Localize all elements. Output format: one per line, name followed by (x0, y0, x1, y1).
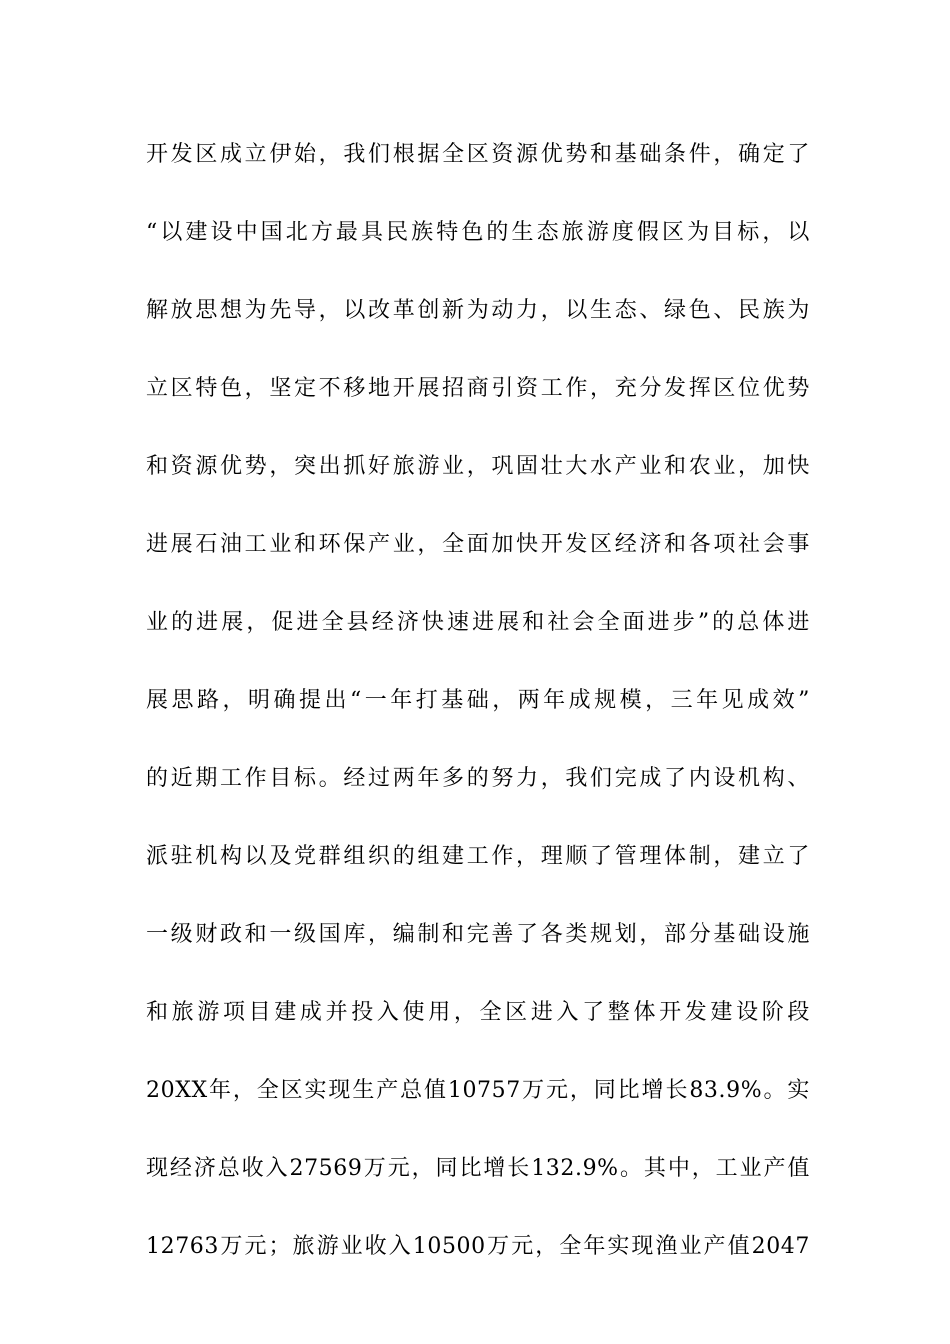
text-line: 和资源优势，突出抓好旅游业，巩固壮大水产业和农业，加快 (146, 454, 810, 479)
text-line: 20XX年，全区实现生产总值10757万元，同比增长83.9%。实 (146, 1078, 810, 1103)
text-line: 的近期工作目标。经过两年多的努力，我们完成了内设机构、 (146, 766, 810, 791)
text-line: 展思路，明确提出“一年打基础，两年成规模，三年见成效” (146, 688, 810, 713)
text-line: “以建设中国北方最具民族特色的生态旅游度假区为目标，以 (146, 220, 810, 245)
text-line: 进展石油工业和环保产业，全面加快开发区经济和各项社会事 (146, 532, 810, 557)
text-line: 开发区成立伊始，我们根据全区资源优势和基础条件，确定了 (146, 142, 810, 167)
text-line: 12763万元；旅游业收入10500万元，全年实现渔业产值2047 (146, 1234, 810, 1259)
text-line: 和旅游项目建成并投入使用，全区进入了整体开发建设阶段 (146, 1000, 810, 1025)
text-line: 现经济总收入27569万元，同比增长132.9%。其中，工业产值 (146, 1156, 810, 1181)
text-line: 派驻机构以及党群组织的组建工作，理顺了管理体制，建立了 (146, 844, 810, 869)
text-line: 一级财政和一级国库，编制和完善了各类规划，部分基础设施 (146, 922, 810, 947)
body-text (146, 129, 810, 1299)
text-line: 业的进展，促进全县经济快速进展和社会全面进步”的总体进 (146, 610, 810, 635)
text-line: 立区特色，坚定不移地开展招商引资工作，充分发挥区位优势 (146, 376, 810, 401)
text-line: 解放思想为先导，以改革创新为动力，以生态、绿色、民族为 (146, 298, 810, 323)
